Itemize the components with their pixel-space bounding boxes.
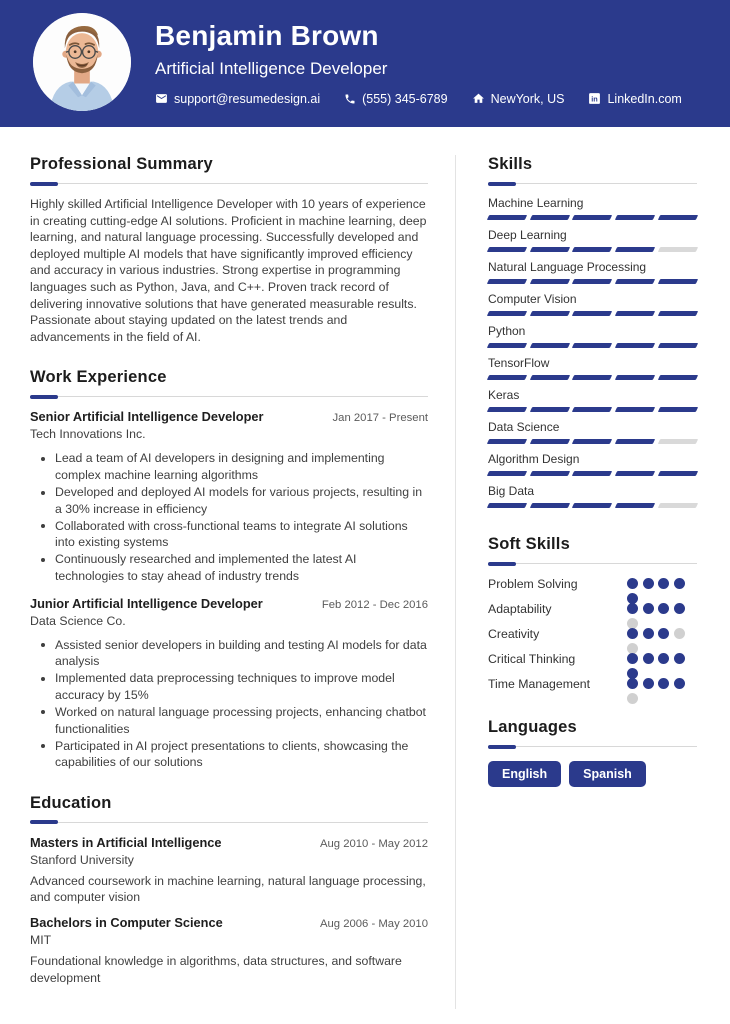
bar-segment-filled — [487, 215, 528, 220]
contact-phone[interactable] — [344, 92, 447, 106]
soft-skill-label: Critical Thinking — [488, 652, 576, 666]
section-languages — [488, 718, 697, 787]
bar-segment-filled — [658, 343, 699, 348]
skill-level-bar — [488, 311, 697, 316]
bar-segment-empty — [658, 439, 699, 444]
soft-skills-list — [488, 576, 697, 692]
skill-level-bar — [488, 215, 697, 220]
dot-filled — [643, 628, 654, 639]
person-name: Benjamin Brown — [155, 19, 379, 51]
skill-level-bar — [488, 375, 697, 380]
dot-empty — [674, 628, 685, 639]
dot-filled — [627, 678, 638, 689]
bar-segment-filled — [572, 215, 613, 220]
languages-heading: Languages — [488, 718, 577, 736]
skill-label: Big Data — [488, 484, 535, 498]
bar-segment-filled — [615, 311, 656, 316]
bar-segment-filled — [615, 439, 656, 444]
job-company: Tech Innovations Inc. — [30, 427, 146, 442]
resume-header — [0, 0, 730, 127]
soft-skill-row — [488, 626, 697, 642]
job-bullets — [30, 637, 428, 771]
contact-text: NewYork, US — [490, 91, 565, 106]
bar-segment-filled — [572, 375, 613, 380]
job-head — [30, 409, 428, 424]
contact-text: support@resumedesign.ai — [174, 91, 321, 106]
contact-home — [472, 92, 565, 106]
bar-segment-filled — [615, 343, 656, 348]
skill-level-bar — [488, 503, 697, 508]
bar-segment-filled — [658, 311, 699, 316]
job-bullet: Continuously researched and implemented the latest AI technologies to stay ahead of industry trends — [30, 551, 428, 584]
bar-segment-filled — [615, 375, 656, 380]
skill-level-bar — [488, 247, 697, 252]
bar-segment-filled — [615, 279, 656, 284]
degree-entry — [30, 835, 428, 906]
bar-segment-filled — [572, 439, 613, 444]
bar-segment-filled — [572, 407, 613, 412]
section-divider — [30, 822, 428, 823]
dot-filled — [643, 678, 654, 689]
dot-filled — [627, 653, 638, 664]
degree-dates: Aug 2006 - May 2010 — [319, 918, 428, 931]
home-icon — [472, 92, 485, 105]
soft-skill-dots — [627, 678, 685, 690]
skill-item — [488, 356, 697, 380]
soft-skill-dots — [627, 653, 685, 665]
skill-label: Data Science — [488, 420, 560, 434]
language-pill-spanish[interactable]: Spanish — [569, 761, 646, 787]
bar-segment-filled — [487, 439, 528, 444]
dot-filled — [658, 578, 669, 589]
profile-photo — [33, 13, 131, 111]
section-divider — [488, 746, 697, 747]
job-bullet: Worked on natural language processing projects, enhancing chatbot functionalities — [30, 704, 428, 737]
dot-filled — [674, 578, 685, 589]
bar-segment-filled — [487, 407, 528, 412]
section-divider — [488, 563, 697, 564]
dot-filled — [643, 653, 654, 664]
bar-segment-filled — [615, 503, 656, 508]
bar-segment-filled — [530, 215, 571, 220]
bar-segment-filled — [615, 471, 656, 476]
dot-filled — [658, 603, 669, 614]
skill-item — [488, 260, 697, 284]
skill-item — [488, 388, 697, 412]
skill-label: Machine Learning — [488, 196, 584, 210]
degree-school: MIT — [30, 933, 52, 948]
soft-skill-label: Adaptability — [488, 602, 552, 616]
skill-label: Computer Vision — [488, 292, 577, 306]
section-professional-summary — [30, 155, 428, 345]
soft-skill-row — [488, 651, 697, 667]
bar-segment-filled — [615, 407, 656, 412]
degree-school: Stanford University — [30, 852, 134, 867]
bar-segment-filled — [530, 311, 571, 316]
bar-segment-filled — [487, 343, 528, 348]
email-icon — [155, 92, 168, 105]
dot-filled — [643, 578, 654, 589]
bar-segment-filled — [572, 247, 613, 252]
dot-filled — [658, 678, 669, 689]
bar-segment-filled — [572, 503, 613, 508]
bar-segment-filled — [487, 279, 528, 284]
soft-skill-dots — [627, 628, 685, 640]
bar-segment-filled — [530, 375, 571, 380]
job-bullet: Developed and deployed AI models for various projects, resulting in a 30% increase in efficiency — [30, 484, 428, 517]
bar-segment-filled — [658, 215, 699, 220]
job-dates: Feb 2012 - Dec 2016 — [321, 598, 428, 611]
dot-filled — [658, 628, 669, 639]
degree-title: Bachelors in Computer Science — [30, 915, 223, 931]
skill-item — [488, 196, 697, 220]
soft-skill-label: Time Management — [488, 677, 591, 691]
bar-segment-filled — [615, 247, 656, 252]
soft-skill-row — [488, 576, 697, 592]
degree-description: Foundational knowledge in algorithms, data structures, and software development — [30, 954, 402, 985]
job-bullet: Lead a team of AI developers in designing and implementing complex machine learning algorithms — [30, 450, 428, 483]
contact-text: LinkedIn.com — [607, 91, 682, 106]
soft-skill-label: Creativity — [488, 627, 540, 641]
job-bullet: Participated in AI project presentations to clients, showcasing the capabilities of our solutions — [30, 738, 428, 771]
job-bullet: Collaborated with cross-functional teams to integrate AI solutions into existing systems — [30, 518, 428, 551]
degree-title: Masters in Artificial Intelligence — [30, 834, 222, 850]
soft-skills-heading: Soft Skills — [488, 535, 570, 553]
dot-empty — [627, 693, 638, 704]
job-list — [30, 409, 428, 771]
bar-segment-filled — [572, 279, 613, 284]
contact-row — [155, 92, 682, 106]
resume-body — [0, 127, 730, 1009]
education-heading: Education — [30, 793, 112, 812]
skill-label: Deep Learning — [488, 228, 567, 242]
skills-heading: Skills — [488, 155, 533, 173]
skill-level-bar — [488, 343, 697, 348]
summary-text: Highly skilled Artificial Intelligence Developer with 10 years of experience in creating cutting-edge AI solutions. Proficient in machine learning, deep learning, and natural language processing. Successfully developed and deployed multiple AI models that have significantly improved efficiency and accuracy in various industries. Strong expertise in programming languages such as Python, Java, and C++. Proven track record of delivering innovative solutions that have generated measurable results. Passionate about staying updated on the latest trends and advancements in the field of AI. — [30, 197, 427, 344]
bar-segment-filled — [658, 407, 699, 412]
dot-filled — [627, 603, 638, 614]
degree-entry — [30, 915, 428, 986]
job-bullet: Implemented data preprocessing techniques to improve model accuracy by 15% — [30, 670, 428, 703]
skill-level-bar — [488, 439, 697, 444]
skill-item — [488, 324, 697, 348]
bar-segment-filled — [658, 375, 699, 380]
soft-skill-row — [488, 601, 697, 617]
summary-heading: Professional Summary — [30, 155, 213, 173]
bar-segment-filled — [658, 279, 699, 284]
bar-segment-filled — [530, 471, 571, 476]
dot-filled — [674, 653, 685, 664]
bar-segment-empty — [658, 247, 699, 252]
bar-segment-filled — [572, 471, 613, 476]
section-divider — [30, 396, 428, 397]
bar-segment-filled — [530, 439, 571, 444]
skill-item — [488, 420, 697, 444]
bar-segment-filled — [658, 471, 699, 476]
dot-filled — [674, 678, 685, 689]
bar-segment-filled — [572, 343, 613, 348]
skill-label: Python — [488, 324, 526, 338]
job-head — [30, 596, 428, 611]
section-divider — [488, 183, 697, 184]
bar-segment-filled — [530, 279, 571, 284]
skill-level-bar — [488, 407, 697, 412]
bar-segment-filled — [487, 375, 528, 380]
contact-linkedin[interactable] — [588, 92, 681, 106]
avatar-illustration — [33, 13, 131, 111]
degree-dates: Aug 2010 - May 2012 — [319, 837, 428, 850]
skill-item — [488, 228, 697, 252]
bar-segment-filled — [530, 343, 571, 348]
skill-label: Keras — [488, 388, 520, 402]
degree-list — [30, 835, 428, 986]
person-title: Artificial Intelligence Developer — [155, 58, 388, 78]
contact-email[interactable] — [155, 92, 320, 106]
phone-icon — [344, 93, 356, 105]
left-column — [30, 155, 455, 1009]
skill-item — [488, 484, 697, 508]
soft-skill-dots — [627, 603, 685, 615]
bar-segment-filled — [487, 247, 528, 252]
job-bullets — [30, 450, 428, 584]
linkedin-icon — [588, 92, 601, 105]
degree-description: Advanced coursework in machine learning, natural language processing, and computer vision — [30, 873, 426, 905]
job-title: Senior Artificial Intelligence Developer — [30, 409, 264, 425]
soft-skill-dots — [627, 578, 685, 590]
dot-filled — [658, 653, 669, 664]
work-heading: Work Experience — [30, 368, 167, 387]
dot-filled — [643, 603, 654, 614]
skill-label: TensorFlow — [488, 356, 550, 370]
contact-text: (555) 345-6789 — [362, 91, 448, 106]
bar-segment-filled — [530, 503, 571, 508]
job-dates: Jan 2017 - Present — [332, 412, 428, 425]
bar-segment-filled — [487, 311, 528, 316]
section-soft-skills — [488, 535, 697, 692]
bar-segment-filled — [530, 247, 571, 252]
bar-segment-filled — [530, 407, 571, 412]
section-skills — [488, 155, 697, 508]
section-work-experience — [30, 368, 428, 771]
bar-segment-filled — [487, 471, 528, 476]
skill-level-bar — [488, 279, 697, 284]
job-company: Data Science Co. — [30, 613, 126, 628]
degree-head — [30, 835, 428, 850]
right-column — [456, 155, 697, 1009]
section-divider — [30, 183, 428, 184]
svg-text:in: in — [591, 94, 599, 104]
skills-list — [488, 196, 697, 508]
language-pill-english[interactable]: English — [488, 761, 561, 787]
language-list — [488, 761, 697, 787]
job-entry — [30, 596, 428, 771]
bar-segment-filled — [572, 311, 613, 316]
soft-skill-row — [488, 676, 697, 692]
job-title: Junior Artificial Intelligence Developer — [30, 595, 263, 611]
job-bullet: Assisted senior developers in building and testing AI models for data analysis — [30, 637, 428, 670]
section-education — [30, 794, 428, 986]
skill-level-bar — [488, 471, 697, 476]
dot-filled — [627, 628, 638, 639]
skill-item — [488, 292, 697, 316]
skill-label: Natural Language Processing — [488, 260, 647, 274]
skill-label: Algorithm Design — [488, 452, 580, 466]
degree-head — [30, 915, 428, 930]
bar-segment-filled — [487, 503, 528, 508]
bar-segment-filled — [615, 215, 656, 220]
bar-segment-empty — [658, 503, 699, 508]
skill-item — [488, 452, 697, 476]
job-entry — [30, 409, 428, 584]
dot-filled — [627, 578, 638, 589]
dot-filled — [674, 603, 685, 614]
soft-skill-label: Problem Solving — [488, 577, 578, 591]
